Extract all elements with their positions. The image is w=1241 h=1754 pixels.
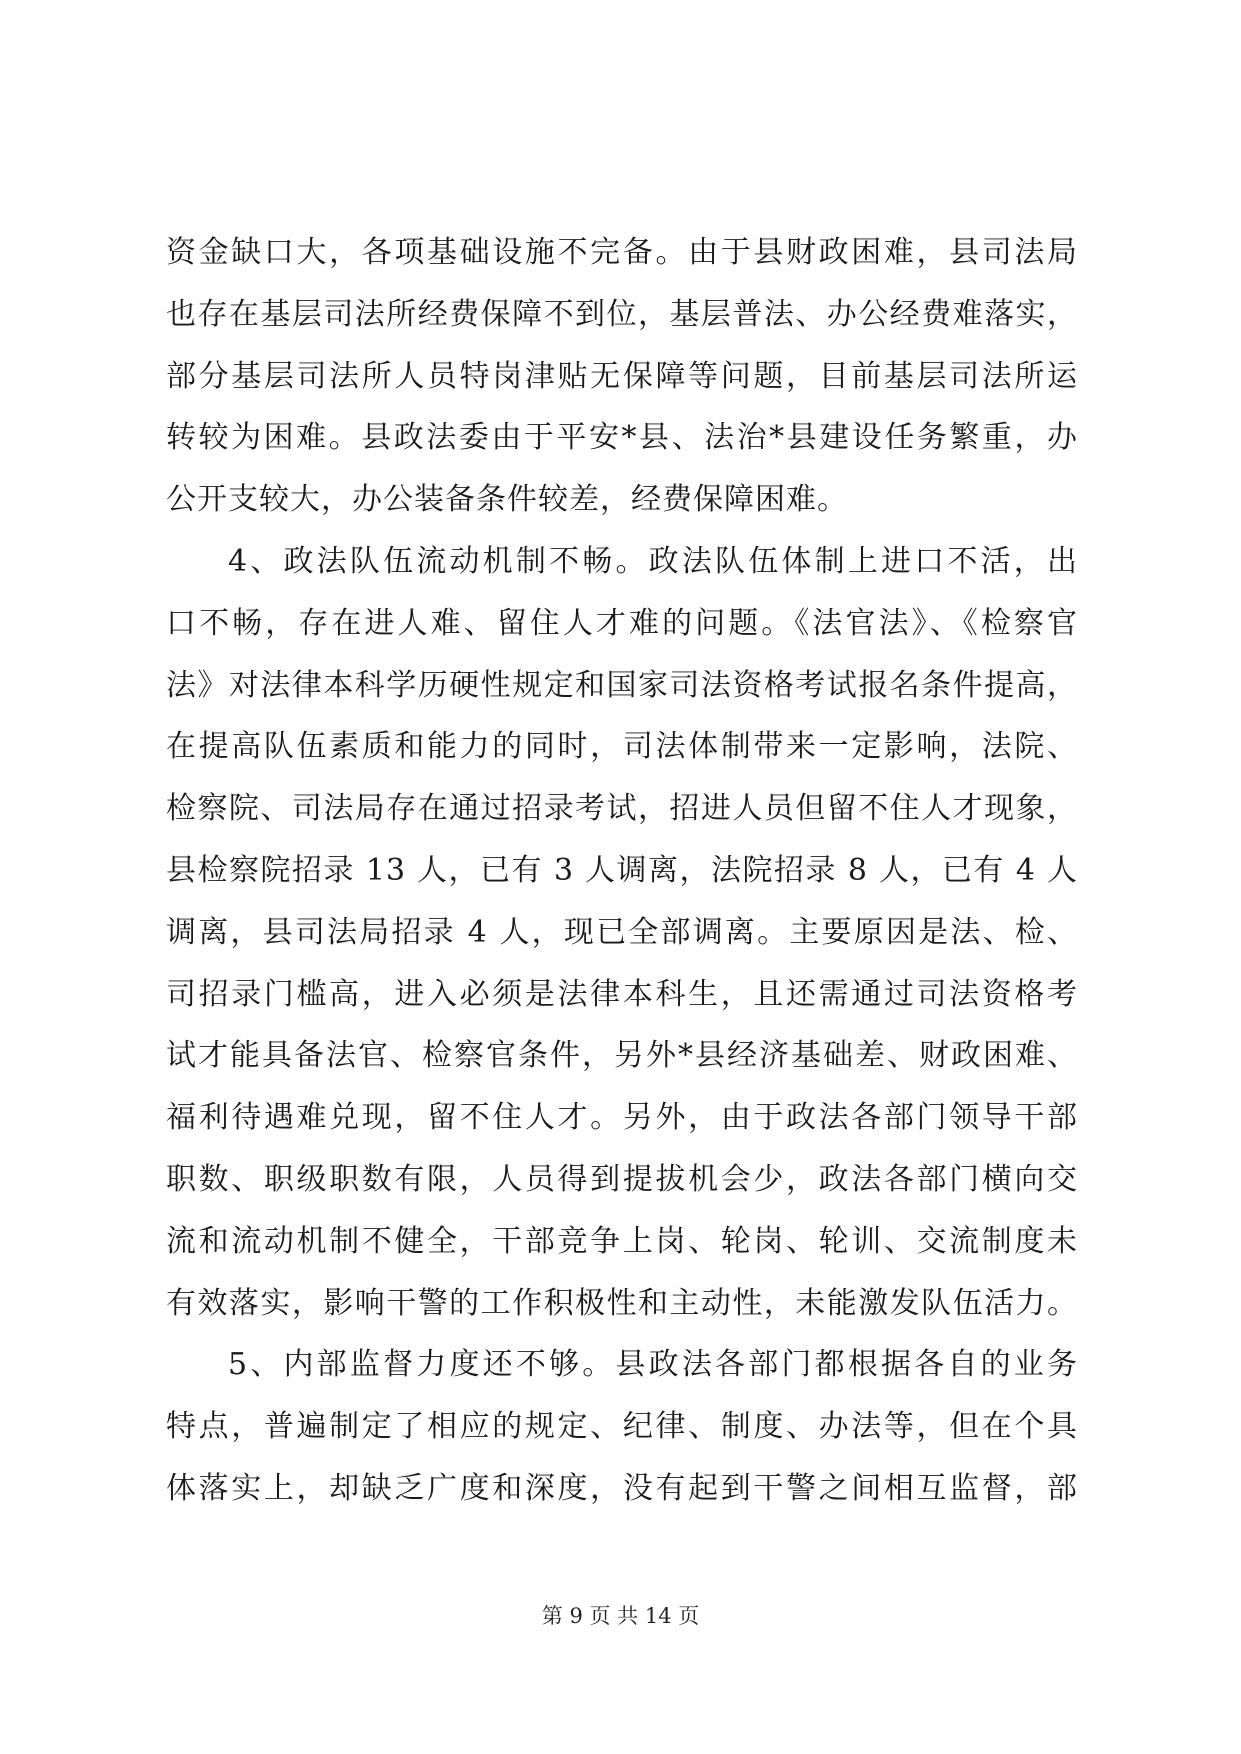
text-line: 在提高队伍素质和能力的同时，司法体制带来一定影响，法院、 [166, 729, 1078, 765]
text-line: 试才能具备法官、检察官条件，另外*县经济基础差、财政困难、 [166, 1038, 1078, 1074]
paragraph-first-line: 5、内部监督力度还不够。县政法各部门都根据各自的业务 [228, 1347, 1078, 1383]
text-line: 公开支较大，办公装备条件较差，经费保障困难。 [166, 482, 848, 518]
text-line: 调离，县司法局招录 4 人，现已全部调离。主要原因是法、检、 [166, 914, 1078, 950]
text-line: 有效落实，影响干警的工作积极性和主动性，未能激发队伍活力。 [166, 1285, 1078, 1321]
document-body [166, 222, 1078, 1520]
text-line: 部分基层司法所人员特岗津贴无保障等问题，目前基层司法所运 [166, 358, 1078, 394]
text-line: 流和流动机制不健全，干部竞争上岗、轮岗、轮训、交流制度未 [166, 1223, 1078, 1259]
text-line: 资金缺口大，各项基础设施不完备。由于县财政困难，县司法局 [166, 235, 1078, 270]
text-line: 县检察院招录 13 人，已有 3 人调离，法院招录 8 人，已有 4 人 [166, 852, 1078, 888]
text-line: 检察院、司法局存在通过招录考试，招进人员但留不住人才现象， [166, 791, 1078, 827]
text-line: 司招录门槛高，进入必须是法律本科生，且还需通过司法资格考 [166, 976, 1078, 1012]
paragraph-first-line: 4、政法队伍流动机制不畅。政法队伍体制上进口不活，出 [228, 543, 1078, 579]
page-number-footer: 第 9 页 共 14 页 [541, 1604, 700, 1628]
text-line: 也存在基层司法所经费保障不到位，基层普法、办公经费难落实， [166, 296, 1078, 332]
text-line: 福利待遇难兑现，留不住人才。另外，由于政法各部门领导干部 [166, 1100, 1078, 1136]
text-line: 口不畅，存在进人难、留住人才难的问题。《法官法》、《检察官 [166, 605, 1078, 641]
text-line: 特点，普遍制定了相应的规定、纪律、制度、办法等，但在个具 [166, 1409, 1078, 1445]
text-line: 体落实上，却缺乏广度和深度，没有起到干警之间相互监督，部 [166, 1470, 1078, 1506]
text-line: 法》对法律本科学历硬性规定和国家司法资格考试报名条件提高， [166, 667, 1078, 703]
text-line: 转较为困难。县政法委由于平安*县、法治*县建设任务繁重，办 [166, 420, 1078, 456]
text-line: 职数、职级职数有限，人员得到提拔机会少，政法各部门横向交 [166, 1161, 1078, 1197]
